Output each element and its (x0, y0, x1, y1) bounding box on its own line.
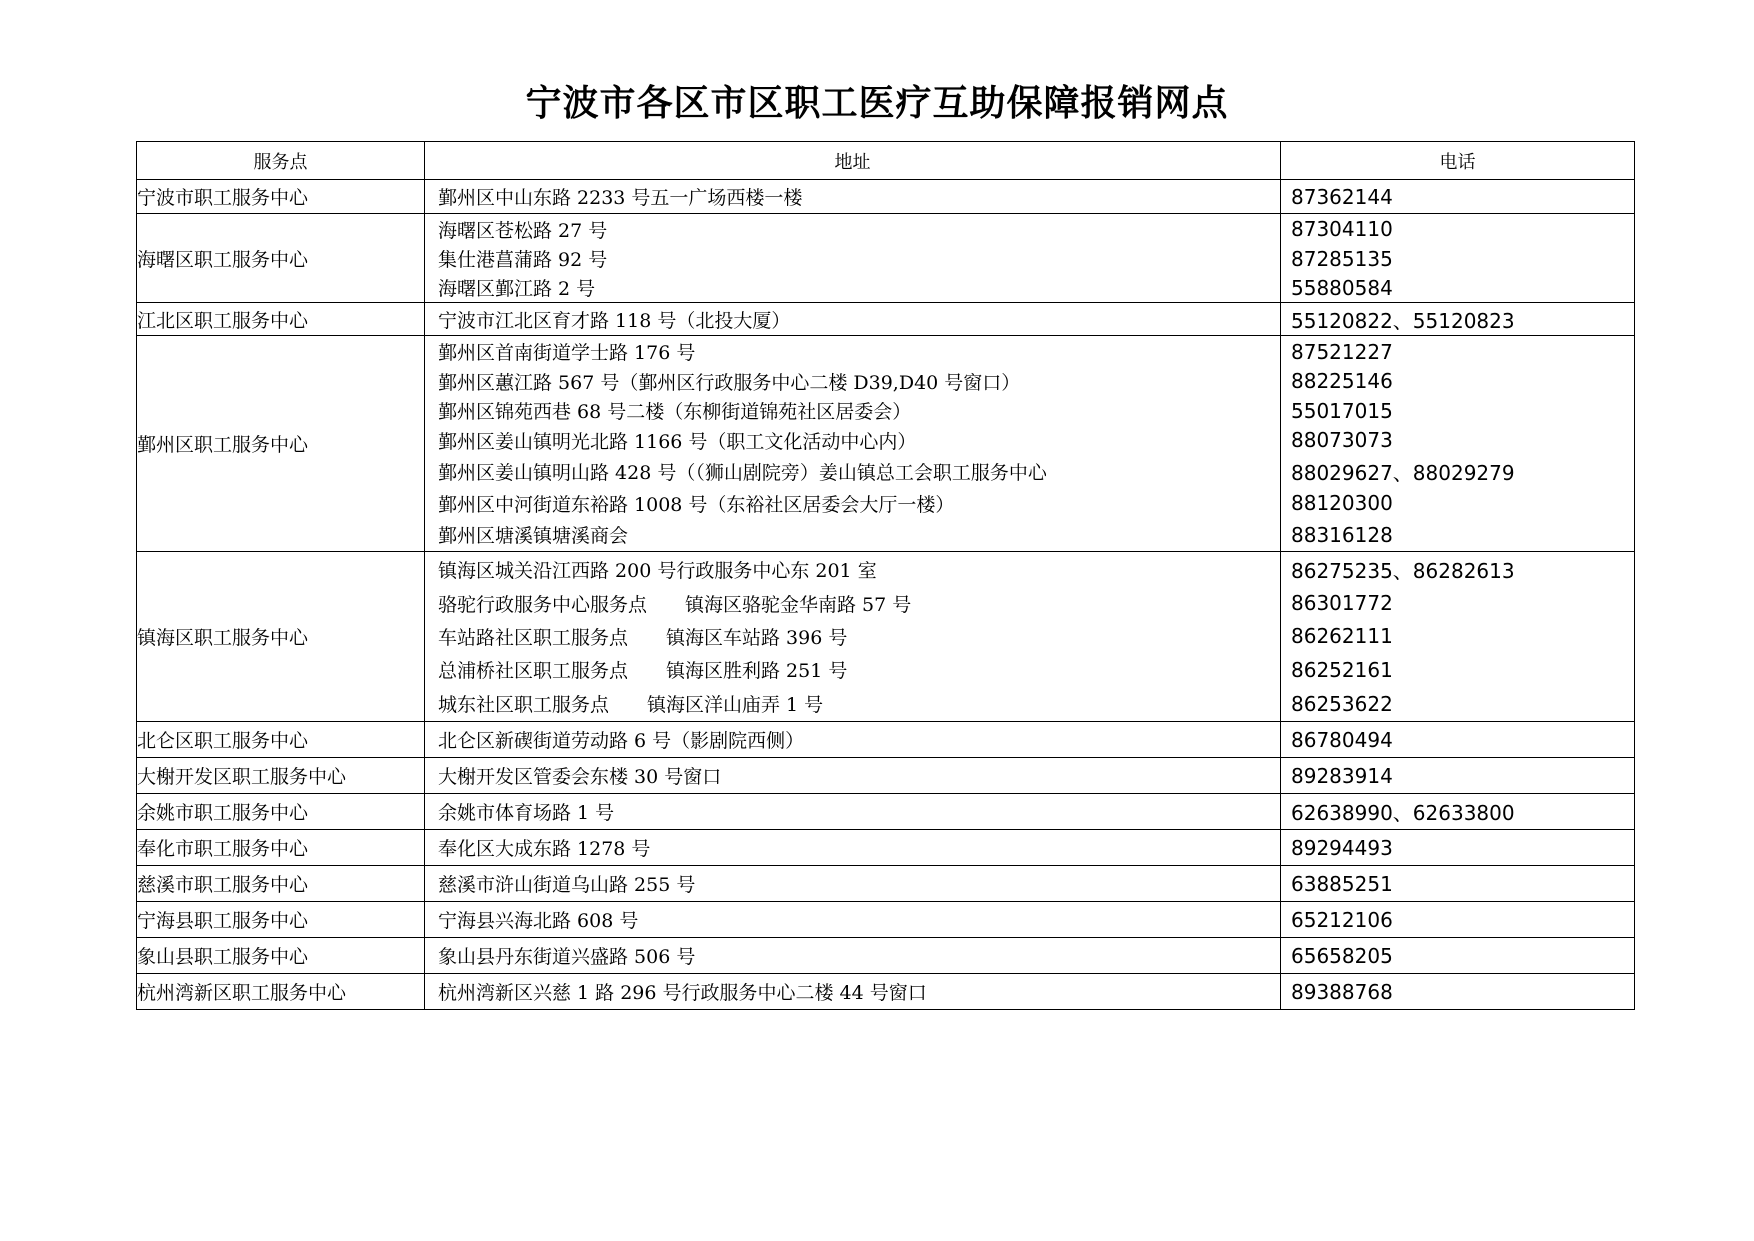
phone-number: 88316128 (1291, 522, 1393, 547)
address-line: 奉化区大成东路 1278 号 (438, 838, 651, 860)
address-line: 鄞州区首南街道学士路 176 号 (438, 342, 696, 364)
address-cell (425, 180, 1281, 214)
service-center-name: 慈溪市职工服务中心 (137, 866, 425, 902)
phone-number: 89388768 (1291, 979, 1393, 1004)
address-cell (425, 758, 1281, 794)
table-row (137, 722, 1635, 758)
phone-cell (1281, 180, 1635, 214)
address-cell (425, 866, 1281, 902)
address-cell (425, 830, 1281, 866)
phone-number: 65212106 (1291, 907, 1393, 932)
phone-cell (1281, 974, 1635, 1010)
phone-cell (1281, 722, 1635, 758)
table-row (137, 214, 1635, 303)
phone-number: 87285135 (1291, 246, 1393, 271)
address-line: 鄞州区中山东路 2233 号五一广场西楼一楼 (438, 187, 803, 209)
phone-number: 63885251 (1291, 871, 1393, 896)
phone-number: 89283914 (1291, 763, 1393, 788)
phone-number: 55120822、55120823 (1291, 308, 1515, 333)
service-center-name: 大榭开发区职工服务中心 (137, 758, 425, 794)
phone-number: 88120300 (1291, 491, 1393, 515)
header-service-point: 服务点 (137, 142, 425, 180)
address-cell (425, 552, 1281, 722)
phone-number: 88029627、88029279 (1291, 460, 1515, 485)
address-cell (425, 902, 1281, 938)
address-line: 大榭开发区管委会东楼 30 号窗口 (438, 766, 722, 788)
phone-number: 87362144 (1291, 184, 1393, 209)
phone-cell (1281, 830, 1635, 866)
phone-cell (1281, 552, 1635, 722)
phone-number: 55880584 (1291, 275, 1393, 300)
phone-number: 88225146 (1291, 369, 1393, 393)
address-line: 鄞州区蕙江路 567 号（鄞州区行政服务中心二楼 D39,D40 号窗口） (438, 371, 1021, 394)
address-line: 骆驼行政服务中心服务点 镇海区骆驼金华南路 57 号 (438, 593, 912, 616)
address-line: 宁海县兴海北路 608 号 (438, 910, 639, 932)
phone-number: 55017015 (1291, 398, 1393, 423)
service-center-name: 鄞州区职工服务中心 (137, 336, 425, 552)
header-phone: 电话 (1281, 142, 1635, 180)
address-cell (425, 722, 1281, 758)
phone-cell (1281, 938, 1635, 974)
service-center-name: 海曙区职工服务中心 (137, 214, 425, 303)
header-address: 地址 (425, 142, 1281, 180)
phone-cell (1281, 214, 1635, 303)
phone-cell (1281, 336, 1635, 552)
table-row (137, 758, 1635, 794)
service-center-name: 镇海区职工服务中心 (137, 552, 425, 722)
table-row (137, 303, 1635, 336)
address-line: 集仕港菖蒲路 92 号 (438, 249, 608, 271)
table-row (137, 902, 1635, 938)
address-line: 象山县丹东街道兴盛路 506 号 (438, 946, 696, 968)
phone-number: 89294493 (1291, 835, 1393, 860)
table-row (137, 974, 1635, 1010)
table-row (137, 180, 1635, 214)
table-row (137, 794, 1635, 830)
service-center-name: 象山县职工服务中心 (137, 938, 425, 974)
phone-cell (1281, 866, 1635, 902)
phone-number: 86301772 (1291, 591, 1393, 615)
address-cell (425, 214, 1281, 303)
service-center-name: 宁波市职工服务中心 (137, 180, 425, 214)
service-center-name: 江北区职工服务中心 (137, 303, 425, 336)
phone-number: 86275235、86282613 (1291, 559, 1515, 583)
address-line: 北仑区新碶街道劳动路 6 号（影剧院西侧） (438, 730, 805, 752)
phone-cell (1281, 794, 1635, 830)
address-line: 总浦桥社区职工服务点 镇海区胜利路 251 号 (438, 660, 848, 682)
address-line: 杭州湾新区兴慈 1 路 296 号行政服务中心二楼 44 号窗口 (438, 982, 927, 1004)
phone-number: 86252161 (1291, 657, 1393, 682)
service-center-name: 余姚市职工服务中心 (137, 794, 425, 830)
address-line: 鄞州区塘溪镇塘溪商会 (438, 525, 629, 547)
phone-number: 87521227 (1291, 339, 1393, 364)
table-row (137, 938, 1635, 974)
address-line: 海曙区苍松路 27 号 (438, 219, 608, 242)
service-center-name: 宁海县职工服务中心 (137, 902, 425, 938)
table-row (137, 866, 1635, 902)
address-line: 鄞州区中河街道东裕路 1008 号（东裕社区居委会大厅一楼） (438, 493, 955, 516)
table-row (137, 336, 1635, 552)
address-line: 镇海区城关沿江西路 200 号行政服务中心东 201 室 (438, 560, 877, 582)
page-title: 宁波市各区市区职工医疗互助保障报销网点 (525, 83, 1229, 124)
address-line: 慈溪市浒山街道乌山路 255 号 (438, 874, 696, 896)
phone-number: 87304110 (1291, 217, 1393, 241)
phone-cell (1281, 303, 1635, 336)
service-center-name: 北仑区职工服务中心 (137, 722, 425, 758)
address-line: 城东社区职工服务点 镇海区洋山庙弄 1 号 (438, 694, 824, 716)
address-line: 宁波市江北区育才路 118 号（北投大厦） (438, 309, 791, 332)
address-cell (425, 794, 1281, 830)
service-center-name: 奉化市职工服务中心 (137, 830, 425, 866)
address-cell (425, 938, 1281, 974)
address-line: 车站路社区职工服务点 镇海区车站路 396 号 (438, 626, 848, 649)
phone-cell (1281, 758, 1635, 794)
address-line: 余姚市体育场路 1 号 (438, 802, 615, 824)
phone-cell (1281, 902, 1635, 938)
address-cell (425, 336, 1281, 552)
service-center-name: 杭州湾新区职工服务中心 (137, 974, 425, 1010)
phone-number: 86262111 (1291, 624, 1393, 648)
service-points-table (136, 141, 1635, 1010)
phone-number: 62638990、62633800 (1291, 801, 1515, 825)
address-line: 鄞州区锦苑西巷 68 号二楼（东柳街道锦苑社区居委会） (438, 401, 912, 423)
phone-number: 88073073 (1291, 428, 1393, 452)
address-line: 海曙区鄞江路 2 号 (438, 278, 596, 300)
phone-number: 65658205 (1291, 943, 1393, 968)
table-row (137, 830, 1635, 866)
address-cell (425, 303, 1281, 336)
phone-number: 86253622 (1291, 691, 1393, 716)
table-header-row (137, 142, 1635, 180)
address-cell (425, 974, 1281, 1010)
table-row (137, 552, 1635, 722)
address-line: 鄞州区姜山镇明山路 428 号（（狮山剧院旁）姜山镇总工会职工服务中心 (438, 461, 1047, 484)
phone-number: 86780494 (1291, 727, 1393, 752)
address-line: 鄞州区姜山镇明光北路 1166 号（职工文化活动中心内） (438, 430, 917, 453)
